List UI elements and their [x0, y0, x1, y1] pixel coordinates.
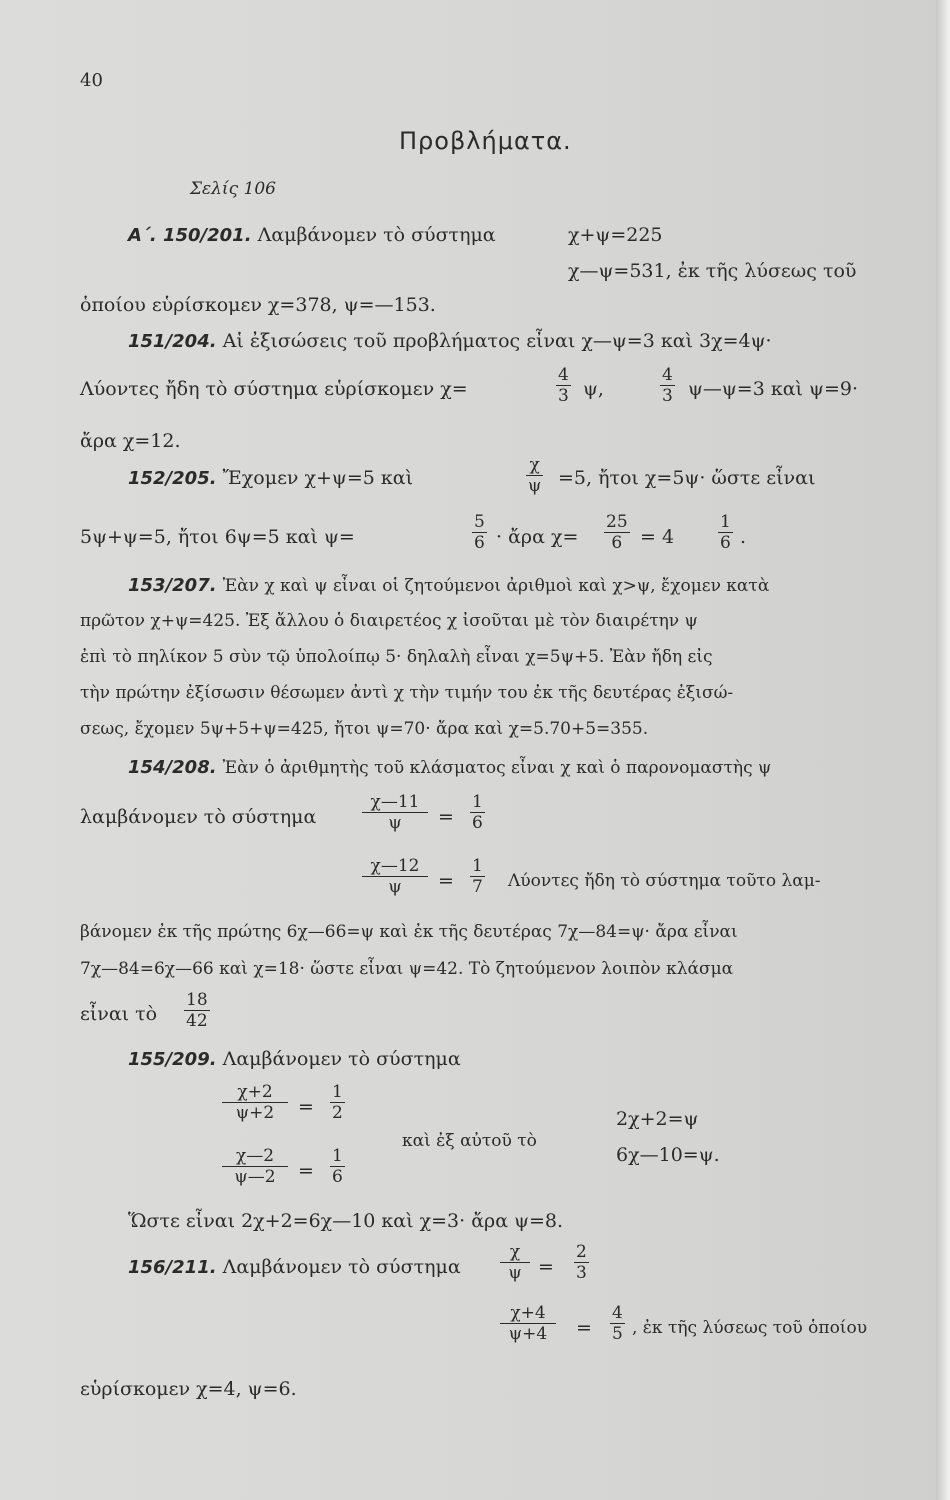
text-line: · ἄρα χ= [496, 526, 579, 548]
text-line: καὶ ἐξ αὐτοῦ τὸ [402, 1131, 537, 1151]
fraction: $\frac{4}{5}$ [612, 1303, 623, 1344]
fraction: $\frac{\chi+4}{\psi+4}$ [500, 1303, 556, 1344]
problem-text: Λαμβάνομεν τὸ σύστημα [222, 1256, 461, 1278]
problem-label: 156/211. [128, 1257, 217, 1278]
text-line: σεως, ἔχομεν 5ψ+5+ψ=425, ἤτοι ψ=70· ἄρα καὶ χ=5.70+5=355. [80, 719, 649, 739]
problem-label: 153/207. [128, 575, 217, 596]
text-line: εὑρίσκομεν χ=4, ψ=6. [80, 1378, 297, 1400]
problem-label: Α΄. 150/201. [128, 225, 252, 246]
equals: = [298, 1096, 314, 1118]
fraction: $\frac{1}{6}$ [472, 792, 483, 833]
fraction: $\frac{4}{3}$ [662, 365, 673, 406]
equation: 6χ—10=ψ. [616, 1144, 720, 1166]
text-line: Λύοντες ἤδη τὸ σύστημα τοῦτο λαμ- [508, 871, 821, 891]
fraction: $\frac{\chi—12}{\psi}$ [362, 856, 428, 897]
fraction: $\frac{\chi—11}{\psi}$ [362, 792, 428, 833]
text-line: . [740, 526, 747, 548]
equals: = [298, 1160, 314, 1182]
fraction: $\frac{\chi}{\psi}$ [500, 1242, 530, 1283]
problem-label: 154/208. [128, 757, 217, 778]
text-line: Ὥστε εἶναι 2χ+2=6χ—10 καὶ χ=3· ἄρα ψ=8. [128, 1210, 564, 1232]
text-line: 5ψ+ψ=5, ἤτοι 6ψ=5 καὶ ψ= [80, 526, 355, 548]
text-line: ἄρα χ=12. [80, 430, 181, 452]
text-line: ἐπὶ τὸ πηλίκον 5 σὺν τῷ ὑπολοίπῳ 5· δηλαλὴ εἶναι χ=5ψ+5. Ἐὰν ἤδη εἰς [80, 647, 713, 667]
fraction: $\frac{25}{6}$ [606, 512, 628, 553]
problem-156 [128, 1256, 461, 1279]
equals: = [538, 1256, 554, 1278]
fraction: $\frac{\chi}{\psi}$ [528, 455, 542, 496]
text-line: 7χ—84=6χ—66 καὶ χ=18· ὥστε εἶναι ψ=42. Τὸ ζητούμενον λοιπὸν κλάσμα [80, 959, 734, 979]
text-line: λαμβάνομεν τὸ σύστημα [80, 806, 317, 828]
equation: χ+ψ=225 [568, 224, 663, 246]
page-title: Προβλήματα. [399, 127, 572, 155]
fraction: $\frac{1}{7}$ [472, 856, 483, 897]
text-line: , ἐκ τῆς λύσεως τοῦ ὁποίου [632, 1318, 868, 1338]
fraction: $\frac{2}{3}$ [576, 1242, 587, 1283]
problem-154 [128, 756, 771, 779]
text-line: ψ—ψ=3 καὶ ψ=9· [688, 378, 858, 400]
text-line: =5, ἤτοι χ=5ψ· ὥστε εἶναι [558, 467, 816, 489]
problem-label: 152/205. [128, 468, 217, 489]
problem-text: Αἱ ἐξισώσεις τοῦ προβλήματος εἶναι χ—ψ=3 καὶ 3χ=4ψ· [222, 330, 772, 352]
text-line: βάνομεν ἐκ τῆς πρώτης 6χ—66=ψ καὶ ἐκ τῆς δευτέρας 7χ—84=ψ· ἄρα εἶναι [80, 922, 738, 942]
problem-153 [128, 574, 769, 597]
text-line: τὴν πρώτην ἐξίσωσιν θέσωμεν ἀντὶ χ τὴν τιμήν του ἐκ τῆς δευτέρας ἐξισώ- [80, 683, 734, 703]
page-edge [936, 0, 950, 1500]
page-number: 40 [80, 70, 103, 91]
fraction: $\frac{\chi+2}{\psi+2}$ [222, 1082, 288, 1123]
text-line: ψ, [583, 378, 604, 400]
fraction: $\frac{\chi—2}{\psi—2}$ [222, 1146, 288, 1187]
problem-label: 155/209. [128, 1049, 217, 1070]
text-line: εἶναι τὸ [80, 1003, 158, 1025]
problem-152 [128, 467, 413, 490]
text-line: Λύοντες ἤδη τὸ σύστημα εὑρίσκομεν χ= [80, 378, 468, 400]
fraction: $\frac{18}{42}$ [186, 990, 208, 1031]
problem-text: Ἔχομεν χ+ψ=5 καὶ [222, 467, 414, 489]
reference-note: Σελίς 106 [190, 179, 276, 199]
problem-150 [128, 224, 496, 247]
text-line: ὁποίου εὑρίσκομεν χ=378, ψ=—153. [80, 294, 436, 316]
problem-155 [128, 1048, 461, 1071]
equals: = [438, 806, 454, 828]
problem-text: Λαμβάνομεν τὸ σύστημα [222, 1048, 461, 1070]
problem-text: Λαμβάνομεν τὸ σύστημα [257, 224, 496, 246]
text-line: = 4 [640, 526, 675, 548]
text-line: πρῶτον χ+ψ=425. Ἐξ ἄλλου ὁ διαιρετέος χ ἰσοῦται μὲ τὸν διαιρέτην ψ [80, 611, 698, 631]
equation: 2χ+2=ψ [616, 1108, 699, 1130]
fraction: $\frac{4}{3}$ [558, 365, 569, 406]
problem-151 [128, 330, 772, 353]
fraction: $\frac{1}{2}$ [332, 1082, 343, 1123]
problem-label: 151/204. [128, 331, 217, 352]
equals: = [576, 1317, 592, 1339]
problem-text: Ἐὰν χ καὶ ψ εἶναι οἱ ζητούμενοι ἀριθμοὶ καὶ χ>ψ, ἔχομεν κατὰ [222, 576, 770, 596]
equation: χ—ψ=531, ἐκ τῆς λύσεως τοῦ [568, 260, 857, 282]
fraction: $\frac{5}{6}$ [474, 512, 485, 553]
equals: = [438, 870, 454, 892]
fraction: $\frac{1}{6}$ [332, 1146, 343, 1187]
problem-text: Ἐὰν ὁ ἀριθμητὴς τοῦ κλάσματος εἶναι χ καὶ ὁ παρονομαστὴς ψ [222, 758, 772, 778]
fraction: $\frac{1}{6}$ [720, 512, 731, 553]
